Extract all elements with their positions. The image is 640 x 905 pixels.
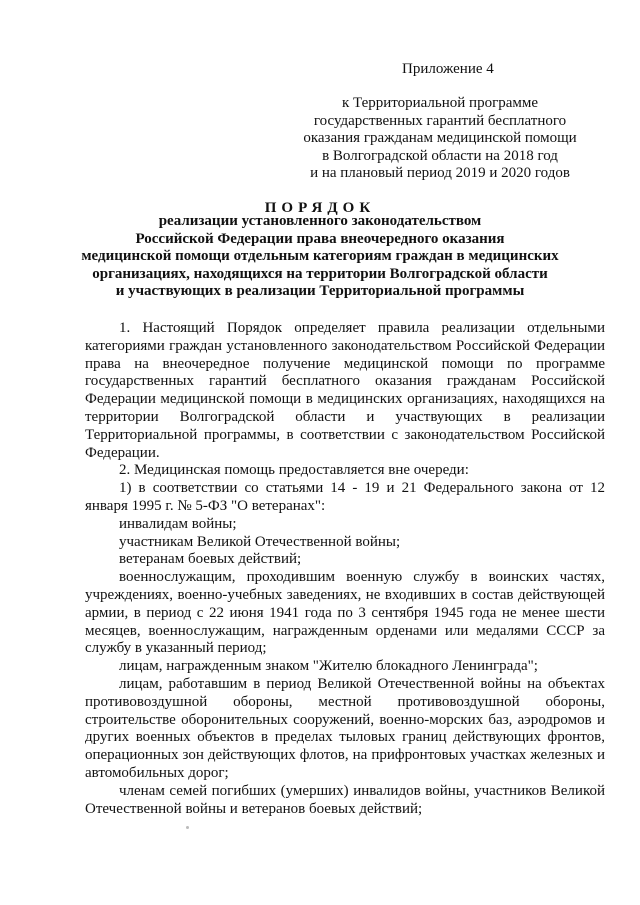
list-item: ветеранам боевых действий; (119, 551, 302, 568)
page-mark (186, 826, 189, 829)
document-body (85, 320, 605, 818)
document-subtitle (60, 213, 580, 301)
subtitle-line: реализации установленного законодательством (158, 213, 482, 229)
subtitle-line: организациях, находящихся на территории Волгоградской области (92, 265, 548, 282)
appendix-ref-line: государственных гарантий бесплатного (313, 112, 567, 129)
list-item: лицам, награжденным знаком "Жителю блокадного Ленинграда"; (119, 658, 538, 675)
appendix-ref-line: к Территориальной программе (341, 95, 539, 111)
appendix-ref-line: в Волгоградской области на 2018 год (322, 147, 558, 164)
appendix-ref-line: и на плановый период 2019 и 2020 годов (310, 165, 570, 182)
appendix-label: Приложение 4 (402, 61, 494, 77)
paragraph-1: 1. Настоящий Порядок определяет правила реализации отдельными категориями граждан установленного законодательством Российской Федерации права на внеочередное получение медицинской помощи по программе государственных гарантий бесплатного оказания гражданам Российской Федерации медицинской помощи в медицинских организациях, находящихся на территории Волгоградской области и участвующих в реализации Территориальной программы, в соответствии с законодательством Российской Федерации. (85, 320, 605, 461)
appendix-ref-line: оказания гражданам медицинской помощи (303, 130, 577, 147)
subtitle-line: и участвующих в реализации Территориальной программы (115, 283, 525, 300)
document-title: ПОРЯДОК (264, 200, 376, 216)
list-item: участникам Великой Отечественной войны; (119, 533, 401, 550)
list-item: инвалидам войны; (119, 515, 237, 532)
list-item: лицам, работавшим в период Великой Отечественной войны на объектах противовоздушной обороны, местной противовоздушной обороны, строительстве оборонительных сооружений, военно-морских баз, аэродромов и других военных объектов в пределах тыловых границ действующих фронтов, операционных зон действующих флотов, на прифронтовых участках железных и автомобильных дорог; (85, 675, 605, 781)
paragraph-3: 1) в соответствии со статьями 14 - 19 и 21 Федерального закона от 12 января 1995 г. № 5-ФЗ "О ветеранах": (85, 480, 605, 514)
appendix-reference (290, 95, 590, 183)
subtitle-line: медицинской помощи отдельным категориям граждан в медицинских (81, 248, 559, 265)
list-item: членам семей погибших (умерших) инвалидов войны, участников Великой Отечественной войны и ветеранов боевых действий; (85, 782, 605, 817)
paragraph-2: 2. Медицинская помощь предоставляется вне очереди: (119, 462, 469, 479)
list-item: военнослужащим, проходившим военную службу в воинских частях, учреждениях, военно-учебных заведениях, не входивших в состав действующей армии, в период с 22 июня 1941 года по 3 сентября 1945 года не менее шести месяцев, военнослужащим, награжденным орденами или медалями СССР за службу в указанный период; (85, 569, 605, 657)
subtitle-line: Российской Федерации права внеочередного оказания (135, 230, 505, 247)
